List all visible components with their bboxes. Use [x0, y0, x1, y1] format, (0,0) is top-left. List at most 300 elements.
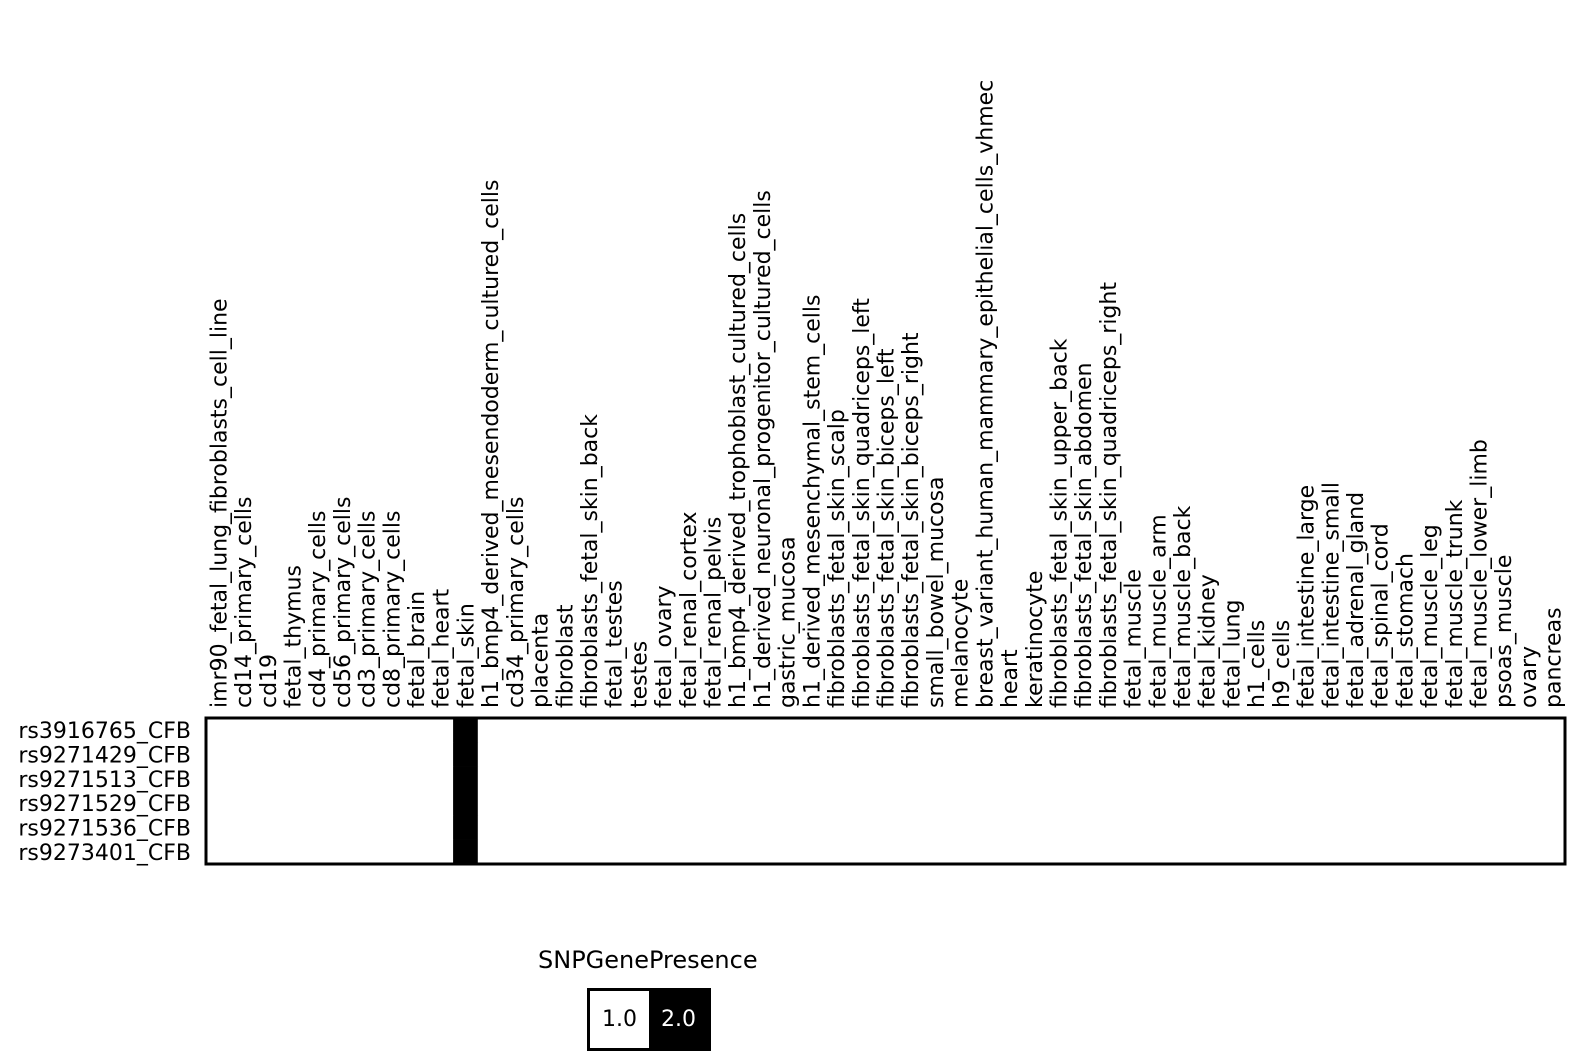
heatmap-cell	[1145, 791, 1170, 816]
heatmap-cell	[1096, 791, 1121, 816]
heatmap-cell	[231, 718, 256, 743]
heatmap-cell	[774, 718, 799, 743]
column-tick-label: fetal_stomach	[1393, 553, 1419, 708]
heatmap-cell	[503, 815, 528, 840]
heatmap-cell	[552, 767, 577, 792]
heatmap-cell	[997, 791, 1022, 816]
heatmap-cell	[923, 815, 948, 840]
heatmap-cell	[1170, 767, 1195, 792]
heatmap-cell	[700, 767, 725, 792]
column-tick-label: h1_bmp4_derived_mesendoderm_cultured_cells	[479, 179, 505, 708]
heatmap-cell	[1343, 815, 1368, 840]
column-tick-label: fetal_thymus	[281, 565, 307, 708]
heatmap-cell	[700, 718, 725, 743]
heatmap-cell	[1219, 767, 1244, 792]
heatmap-cell	[873, 718, 898, 743]
heatmap-cell	[1441, 718, 1466, 743]
heatmap-cell	[1170, 718, 1195, 743]
heatmap-cell	[824, 718, 849, 743]
column-tick-label: testes	[627, 640, 653, 708]
heatmap-cell	[330, 742, 355, 767]
heatmap-cell	[750, 840, 775, 865]
heatmap-cell	[1071, 718, 1096, 743]
heatmap-cell	[1120, 791, 1145, 816]
heatmap-cell	[1071, 791, 1096, 816]
heatmap-cell	[280, 791, 305, 816]
column-tick-label: fetal_intestine_small	[1319, 482, 1345, 708]
heatmap-cell	[923, 742, 948, 767]
heatmap-cell	[947, 742, 972, 767]
legend-title: SNPGenePresence	[538, 946, 758, 974]
heatmap-cell	[255, 840, 280, 865]
heatmap-cell	[1194, 791, 1219, 816]
heatmap-cell	[354, 791, 379, 816]
row-tick-label: rs9271529_CFB	[18, 792, 191, 818]
heatmap-cell	[972, 742, 997, 767]
column-tick-label: fibroblasts_fetal_skin_quadriceps_right	[1096, 282, 1122, 708]
heatmap-cell	[1046, 840, 1071, 865]
heatmap-cell	[1343, 742, 1368, 767]
heatmap-cell	[1491, 767, 1516, 792]
heatmap-cell	[848, 791, 873, 816]
heatmap-cell	[1417, 815, 1442, 840]
heatmap-cell	[1120, 767, 1145, 792]
heatmap-cell	[997, 840, 1022, 865]
heatmap-cell	[1343, 767, 1368, 792]
heatmap-cell	[1417, 767, 1442, 792]
heatmap-cell	[1046, 791, 1071, 816]
heatmap-cell	[453, 742, 478, 767]
heatmap-cell	[1268, 791, 1293, 816]
heatmap-cell	[1194, 815, 1219, 840]
row-tick-label: rs9271429_CFB	[18, 743, 191, 769]
heatmap-cell	[354, 742, 379, 767]
heatmap-cell	[1021, 767, 1046, 792]
column-tick-label: h1_derived_neuronal_progenitor_cultured_cells	[750, 190, 776, 708]
heatmap-cell	[280, 767, 305, 792]
heatmap-cell	[626, 767, 651, 792]
heatmap-cell	[1540, 840, 1565, 865]
heatmap-cell	[231, 791, 256, 816]
heatmap-cell	[1120, 718, 1145, 743]
column-tick-label: psoas_muscle	[1492, 554, 1518, 708]
heatmap-cell	[1145, 742, 1170, 767]
heatmap-cell	[898, 791, 923, 816]
column-tick-label: cd3_primary_cells	[355, 510, 381, 708]
heatmap-cell	[1293, 718, 1318, 743]
heatmap-cell	[577, 718, 602, 743]
heatmap-cell	[923, 718, 948, 743]
heatmap-cell	[626, 840, 651, 865]
column-tick-label: pancreas	[1541, 607, 1567, 708]
heatmap-cell	[428, 840, 453, 865]
heatmap-cell	[1170, 742, 1195, 767]
heatmap-cell	[280, 742, 305, 767]
heatmap-cell	[651, 767, 676, 792]
heatmap-cell	[1194, 718, 1219, 743]
column-tick-label: cd14_primary_cells	[232, 496, 258, 708]
heatmap-cell	[1120, 840, 1145, 865]
heatmap-cell	[354, 767, 379, 792]
heatmap-cell	[774, 767, 799, 792]
heatmap-cell	[774, 791, 799, 816]
heatmap-cell	[799, 718, 824, 743]
heatmap-cell	[231, 815, 256, 840]
heatmap-cell	[873, 791, 898, 816]
heatmap-cell	[404, 815, 429, 840]
heatmap-cell	[848, 742, 873, 767]
heatmap-cell	[478, 742, 503, 767]
column-tick-label: gastric_mucosa	[775, 536, 801, 708]
heatmap-cell	[379, 718, 404, 743]
heatmap-cell	[799, 840, 824, 865]
heatmap-cell	[527, 742, 552, 767]
column-tick-label: fetal_muscle_trunk	[1442, 499, 1468, 708]
heatmap-cell	[1466, 791, 1491, 816]
heatmap-cell	[601, 767, 626, 792]
column-tick-label: fetal_muscle_lower_limb	[1467, 439, 1493, 708]
column-tick-label: fibroblasts_fetal_skin_biceps_left	[874, 348, 900, 708]
column-tick-label: fibroblast	[553, 604, 579, 708]
heatmap-cell	[799, 815, 824, 840]
heatmap-cell	[675, 815, 700, 840]
heatmap-cell	[1392, 767, 1417, 792]
column-tick-label: fetal_renal_cortex	[676, 511, 702, 708]
heatmap-cell	[799, 742, 824, 767]
heatmap-cell	[330, 840, 355, 865]
heatmap-cell	[1441, 742, 1466, 767]
heatmap-cell	[478, 840, 503, 865]
heatmap-cell	[1244, 815, 1269, 840]
heatmap-cell	[1268, 815, 1293, 840]
heatmap-cell	[503, 767, 528, 792]
heatmap-cell	[1491, 815, 1516, 840]
heatmap-cell	[1367, 840, 1392, 865]
heatmap-cell	[750, 767, 775, 792]
heatmap-cell	[1441, 815, 1466, 840]
heatmap-cell	[651, 840, 676, 865]
heatmap-cell	[1293, 742, 1318, 767]
heatmap-cell	[379, 815, 404, 840]
heatmap-cell	[997, 815, 1022, 840]
heatmap-cell	[972, 815, 997, 840]
column-tick-label: cd34_primary_cells	[503, 496, 529, 708]
heatmap-cell	[1491, 742, 1516, 767]
heatmap-cell	[1219, 742, 1244, 767]
heatmap-cell	[1096, 742, 1121, 767]
heatmap-cell	[824, 742, 849, 767]
heatmap-cell	[330, 815, 355, 840]
legend-entry-2: 2.0	[649, 988, 711, 1051]
heatmap-cell	[552, 791, 577, 816]
heatmap-cell	[824, 767, 849, 792]
heatmap-cell	[1540, 815, 1565, 840]
heatmap-cell	[1071, 840, 1096, 865]
heatmap-cell	[1417, 742, 1442, 767]
heatmap-cell	[675, 718, 700, 743]
column-tick-label: fetal_kidney	[1195, 574, 1221, 708]
heatmap-cell	[428, 767, 453, 792]
heatmap-cell	[700, 791, 725, 816]
heatmap-cell	[428, 791, 453, 816]
heatmap-cell	[873, 840, 898, 865]
column-tick-label: fetal_muscle_leg	[1418, 524, 1444, 708]
column-tick-label: fibroblasts_fetal_skin_upper_back	[1047, 338, 1073, 708]
heatmap-cell	[1318, 742, 1343, 767]
heatmap-cell	[478, 767, 503, 792]
heatmap-cell	[1244, 718, 1269, 743]
heatmap-cell	[947, 840, 972, 865]
heatmap-cell	[1071, 815, 1096, 840]
heatmap-cell	[1516, 791, 1541, 816]
heatmap-cell	[848, 718, 873, 743]
heatmap-cell	[626, 791, 651, 816]
heatmap-cell	[799, 791, 824, 816]
heatmap-cell	[577, 767, 602, 792]
heatmap-cell	[552, 840, 577, 865]
column-tick-label: cd19	[256, 653, 282, 708]
heatmap-cell	[700, 742, 725, 767]
column-tick-label: fetal_muscle_back	[1171, 505, 1197, 708]
heatmap-cell	[1441, 791, 1466, 816]
heatmap-cell	[1293, 791, 1318, 816]
heatmap-cell	[1540, 742, 1565, 767]
heatmap-cell	[305, 840, 330, 865]
heatmap-cell	[453, 840, 478, 865]
column-tick-label: ovary	[1516, 645, 1542, 708]
heatmap-cell	[947, 815, 972, 840]
heatmap-cell	[1367, 718, 1392, 743]
heatmap-cell	[1194, 742, 1219, 767]
column-tick-label: fetal_heart	[429, 588, 455, 708]
heatmap-cell	[725, 767, 750, 792]
heatmap-cell	[503, 742, 528, 767]
heatmap-cell	[1318, 815, 1343, 840]
heatmap-cell	[280, 815, 305, 840]
heatmap-cell	[651, 718, 676, 743]
heatmap-cell	[1392, 840, 1417, 865]
heatmap-cell	[1293, 840, 1318, 865]
heatmap-cell	[255, 742, 280, 767]
heatmap-cell	[206, 840, 231, 865]
column-tick-label: fibroblasts_fetal_skin_abdomen	[1072, 362, 1098, 708]
heatmap-cell	[1145, 718, 1170, 743]
heatmap-cell	[947, 791, 972, 816]
heatmap-cell	[428, 815, 453, 840]
column-tick-label: h1_cells	[1245, 619, 1271, 708]
heatmap-cell	[1145, 815, 1170, 840]
column-tick-label: imr90_fetal_lung_fibroblasts_cell_line	[207, 298, 233, 708]
heatmap-cell	[1046, 742, 1071, 767]
heatmap-cell	[1318, 767, 1343, 792]
heatmap-cell	[1540, 791, 1565, 816]
heatmap-cells	[206, 718, 1565, 864]
heatmap-cell	[255, 718, 280, 743]
heatmap-cell	[503, 840, 528, 865]
heatmap-cell	[799, 767, 824, 792]
heatmap-cell	[527, 718, 552, 743]
heatmap-cell	[1219, 718, 1244, 743]
heatmap-cell	[972, 718, 997, 743]
heatmap-cell	[305, 767, 330, 792]
heatmap-cell	[626, 718, 651, 743]
heatmap-cell	[873, 767, 898, 792]
heatmap-cell	[1046, 815, 1071, 840]
heatmap-cell	[1046, 718, 1071, 743]
heatmap-cell	[923, 767, 948, 792]
heatmap-cell	[453, 791, 478, 816]
heatmap-cell	[404, 767, 429, 792]
heatmap-cell	[1392, 791, 1417, 816]
heatmap-cell	[330, 718, 355, 743]
heatmap-cell	[1096, 718, 1121, 743]
heatmap-cell	[1071, 742, 1096, 767]
column-tick-label: fetal_muscle	[1121, 568, 1147, 708]
heatmap-cell	[947, 718, 972, 743]
heatmap-cell	[379, 742, 404, 767]
heatmap-cell	[1491, 840, 1516, 865]
heatmap-cell	[305, 815, 330, 840]
heatmap-cell	[1367, 767, 1392, 792]
heatmap-cell	[354, 815, 379, 840]
row-tick-label: rs9271536_CFB	[18, 816, 191, 842]
heatmap-cell	[1219, 791, 1244, 816]
heatmap-cell	[1219, 815, 1244, 840]
heatmap-cell	[1343, 840, 1368, 865]
heatmap-cell	[651, 815, 676, 840]
column-tick-label: breast_variant_human_mammary_epithelial_cells_vhmec	[973, 79, 999, 708]
heatmap-cell	[848, 840, 873, 865]
heatmap-cell	[1392, 742, 1417, 767]
column-tick-label: keratinocyte	[1022, 570, 1048, 708]
heatmap-cell	[725, 815, 750, 840]
heatmap-cell	[1071, 767, 1096, 792]
heatmap-cell	[1343, 718, 1368, 743]
heatmap-cell	[651, 742, 676, 767]
heatmap-cell	[1046, 767, 1071, 792]
heatmap-cell	[824, 815, 849, 840]
heatmap-cell	[898, 767, 923, 792]
heatmap-cell	[1540, 718, 1565, 743]
heatmap-cell	[1516, 742, 1541, 767]
column-tick-label: fetal_lung	[1220, 599, 1246, 708]
heatmap-cell	[1120, 742, 1145, 767]
column-tick-label: fetal_ovary	[652, 585, 678, 708]
column-tick-label: fetal_brain	[405, 590, 431, 708]
heatmap-cell	[675, 840, 700, 865]
heatmap-cell	[750, 742, 775, 767]
column-tick-label: cd56_primary_cells	[330, 496, 356, 708]
row-labels	[18, 719, 191, 866]
heatmap-cell	[1170, 815, 1195, 840]
heatmap-cell	[774, 840, 799, 865]
heatmap-cell	[453, 767, 478, 792]
heatmap-cell	[1516, 767, 1541, 792]
heatmap-cell	[1417, 840, 1442, 865]
heatmap-cell	[1367, 742, 1392, 767]
heatmap-cell	[972, 840, 997, 865]
heatmap-cell	[527, 767, 552, 792]
heatmap-cell	[503, 718, 528, 743]
heatmap-cell	[1219, 840, 1244, 865]
heatmap-cell	[1244, 767, 1269, 792]
heatmap-cell	[898, 815, 923, 840]
heatmap-cell	[1194, 767, 1219, 792]
heatmap-cell	[404, 791, 429, 816]
heatmap-cell	[503, 791, 528, 816]
heatmap-cell	[601, 718, 626, 743]
column-labels	[207, 80, 1566, 708]
column-tick-label: small_bowel_mucosa	[923, 476, 949, 708]
heatmap-cell	[675, 791, 700, 816]
row-tick-label: rs3916765_CFB	[18, 719, 191, 745]
column-tick-label: cd8_primary_cells	[380, 510, 406, 708]
heatmap-cell	[552, 815, 577, 840]
column-tick-label: fibroblasts_fetal_skin_biceps_right	[899, 332, 925, 708]
heatmap-cell	[1466, 767, 1491, 792]
column-tick-label: fetal_renal_pelvis	[701, 516, 727, 708]
heatmap-cell	[997, 718, 1022, 743]
heatmap-cell	[1268, 742, 1293, 767]
heatmap-cell	[1268, 718, 1293, 743]
heatmap-cell	[231, 742, 256, 767]
heatmap-cell	[1392, 718, 1417, 743]
heatmap-cell	[1244, 840, 1269, 865]
heatmap-cell	[675, 742, 700, 767]
heatmap-cell	[1021, 718, 1046, 743]
column-tick-label: fibroblasts_fetal_skin_quadriceps_left	[849, 298, 875, 708]
heatmap-cell	[1021, 742, 1046, 767]
row-tick-label: rs9271513_CFB	[18, 767, 191, 793]
column-tick-label: fetal_muscle_arm	[1146, 514, 1172, 708]
heatmap-cell	[725, 840, 750, 865]
heatmap-cell	[1021, 840, 1046, 865]
heatmap-cell	[898, 840, 923, 865]
heatmap-cell	[552, 742, 577, 767]
heatmap-cell	[527, 791, 552, 816]
heatmap-cell	[1466, 742, 1491, 767]
heatmap-cell	[1170, 840, 1195, 865]
heatmap-cell	[255, 791, 280, 816]
heatmap-cell	[898, 742, 923, 767]
heatmap-cell	[1466, 840, 1491, 865]
heatmap-cell	[1293, 767, 1318, 792]
heatmap-cell	[305, 742, 330, 767]
heatmap-cell	[1096, 840, 1121, 865]
heatmap-cell	[923, 791, 948, 816]
heatmap-cell	[1466, 815, 1491, 840]
heatmap-cell	[577, 815, 602, 840]
column-tick-label: fetal_spinal_cord	[1368, 523, 1394, 708]
heatmap-cell	[404, 840, 429, 865]
heatmap-cell	[330, 767, 355, 792]
heatmap-cell	[848, 815, 873, 840]
heatmap-cell	[1293, 815, 1318, 840]
heatmap-cell	[1268, 767, 1293, 792]
heatmap-cell	[725, 742, 750, 767]
heatmap-cell	[972, 791, 997, 816]
heatmap-cell	[601, 840, 626, 865]
heatmap-cell	[774, 815, 799, 840]
column-tick-label: h1_bmp4_derived_trophoblast_cultured_cells	[726, 212, 752, 708]
heatmap-cell	[453, 718, 478, 743]
heatmap-cell	[700, 815, 725, 840]
heatmap-cell	[1021, 791, 1046, 816]
heatmap-cell	[354, 840, 379, 865]
heatmap-cell	[379, 791, 404, 816]
heatmap-cell	[453, 815, 478, 840]
heatmap-cell	[626, 815, 651, 840]
